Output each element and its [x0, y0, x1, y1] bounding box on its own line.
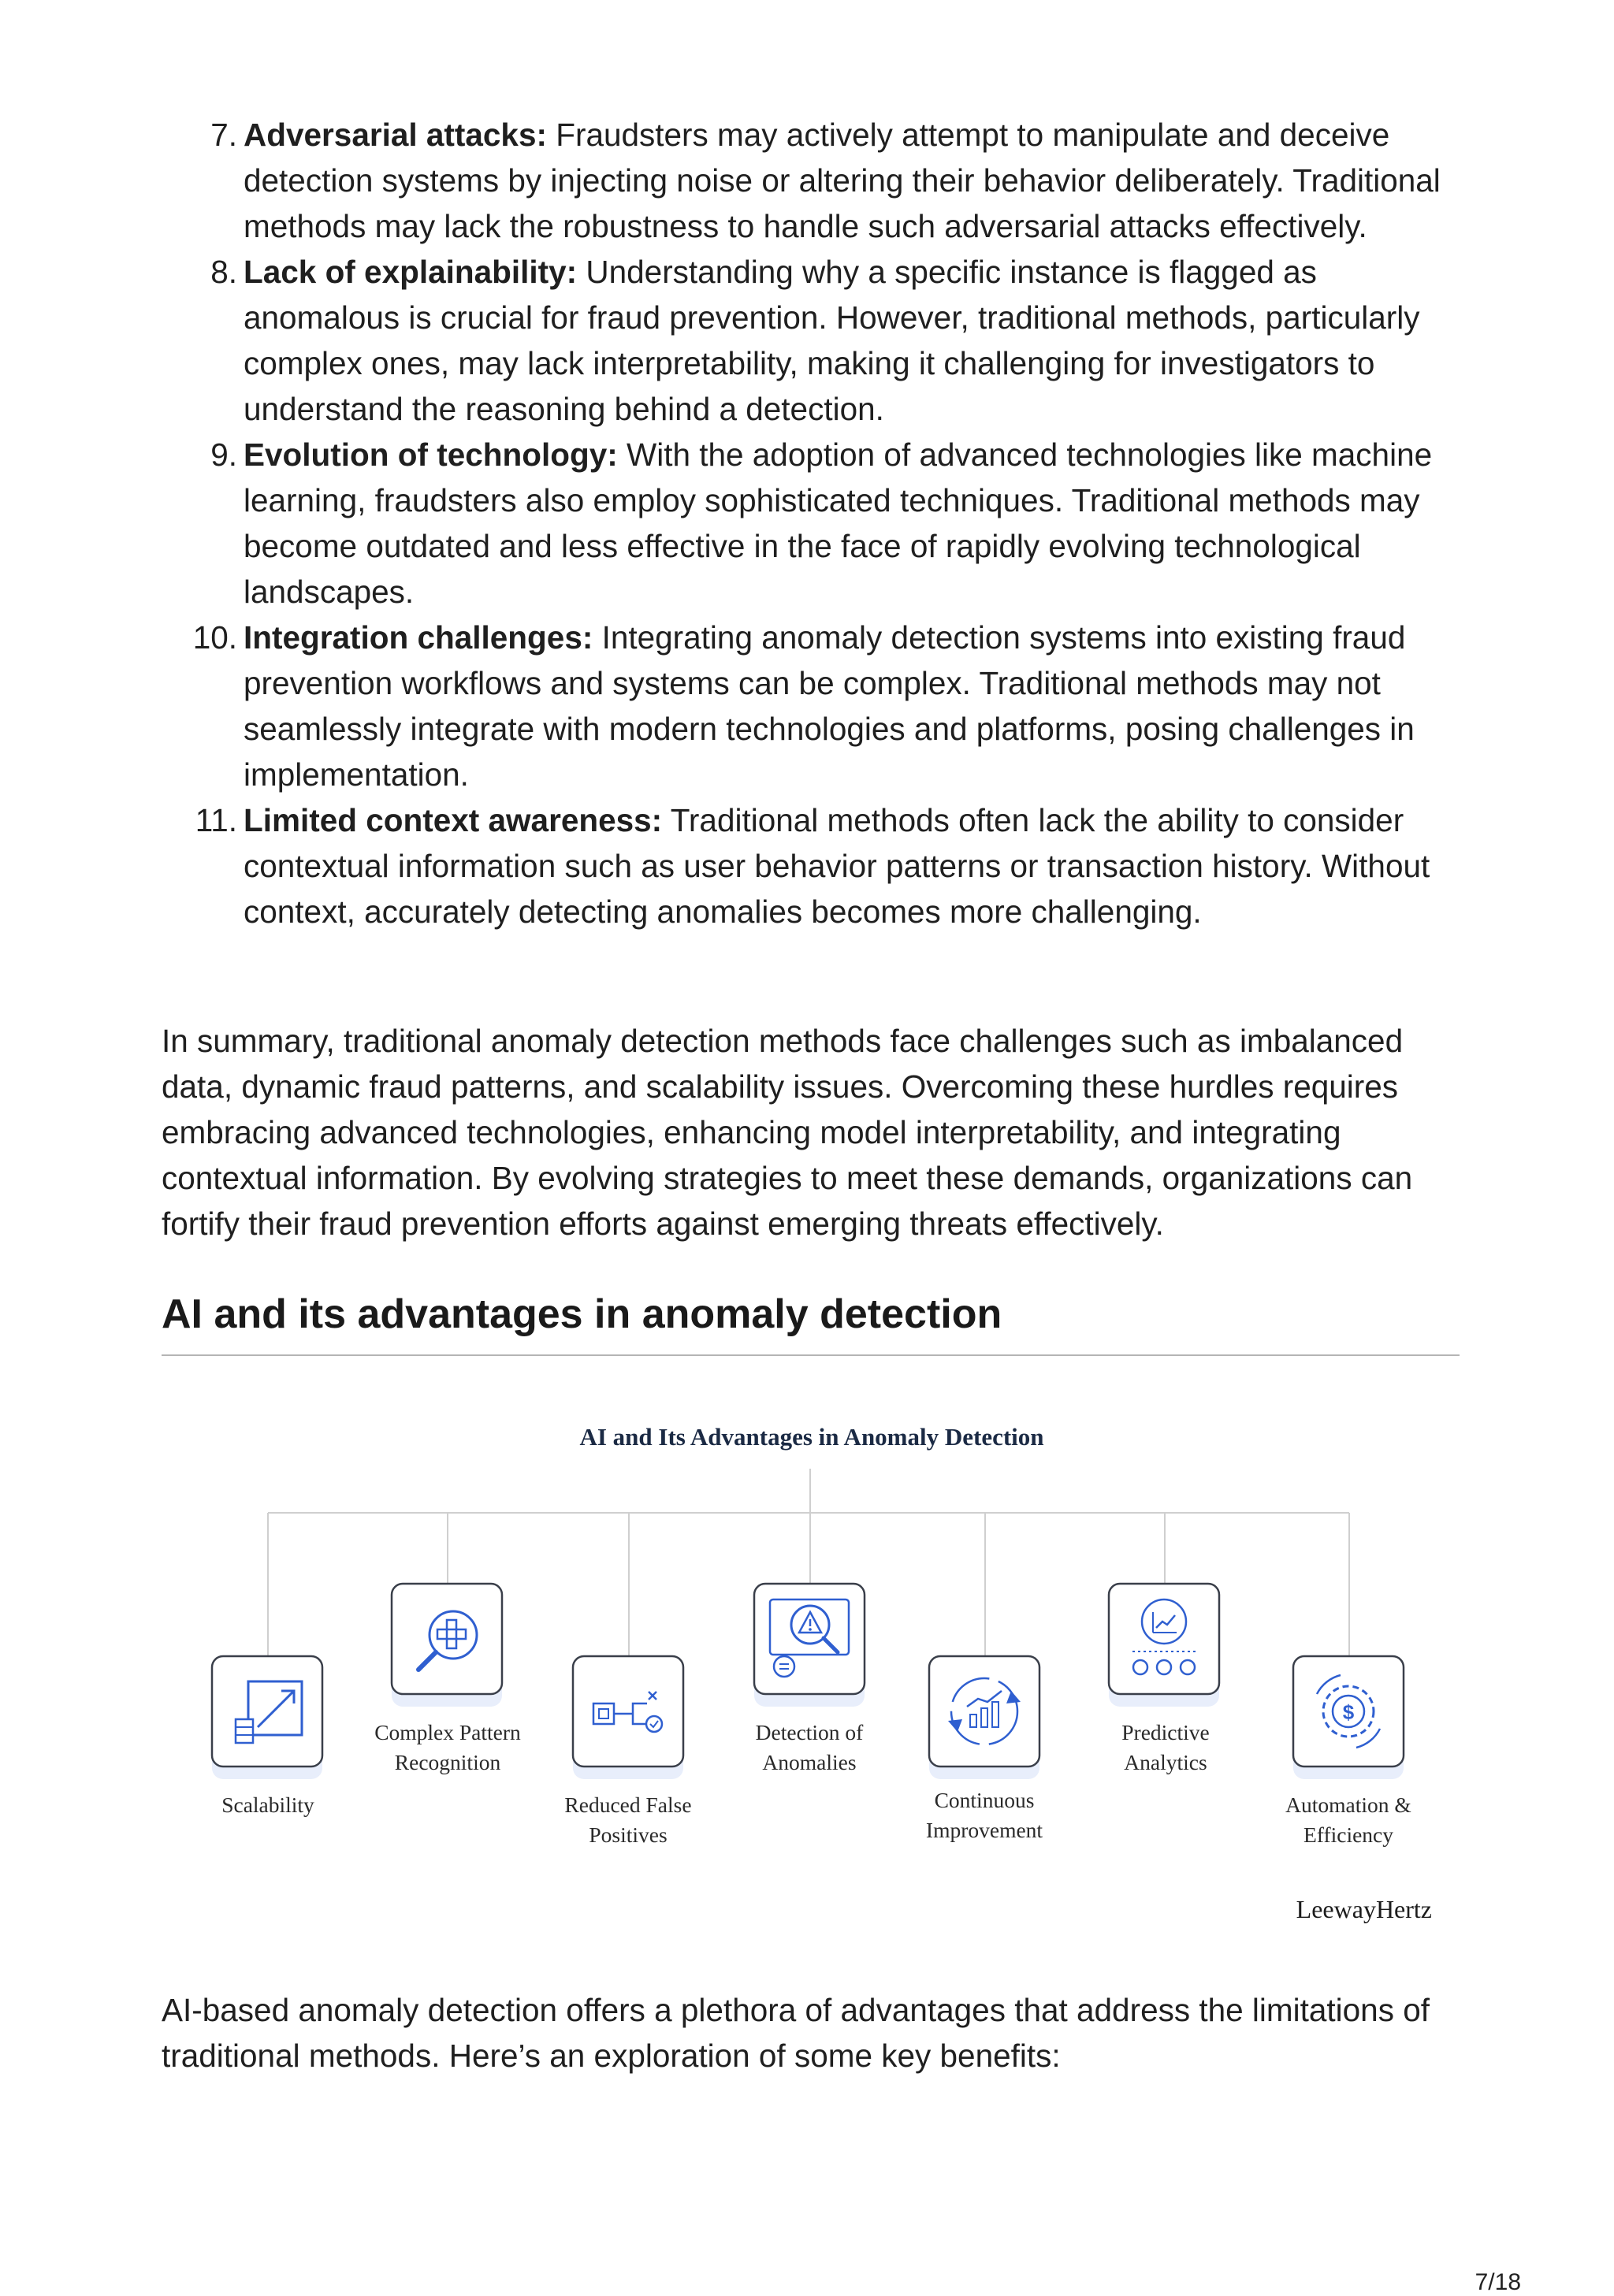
reduced-false-positives-icon	[573, 1656, 683, 1779]
list-number: 9.	[210, 437, 237, 473]
list-term: Lack of explainability:	[244, 254, 578, 290]
continuous-improvement-icon	[929, 1656, 1039, 1779]
node-label-automation-efficiency: Automation & Efficiency	[1285, 1793, 1411, 1847]
heading-divider	[162, 1354, 1460, 1356]
scalability-icon	[212, 1656, 322, 1779]
brand-label: LeewayHertz	[1296, 1895, 1432, 1923]
list-term: Adversarial attacks:	[244, 117, 547, 153]
challenges-list	[162, 112, 1470, 934]
list-item	[162, 432, 1470, 615]
diagram-title: AI and Its Advantages in Anomaly Detection	[579, 1423, 1044, 1451]
list-number: 10.	[192, 619, 237, 656]
list-item	[162, 112, 1470, 249]
node-label-predictive-analytics: Predictive Analytics	[1121, 1720, 1210, 1774]
list-number: 8.	[210, 254, 237, 290]
diagram-graphics	[162, 1410, 1462, 1954]
list-term: Limited context awareness:	[244, 802, 663, 838]
advantages-diagram	[162, 1410, 1462, 1954]
pattern-recognition-icon	[392, 1584, 502, 1707]
list-text: Integrating anomaly detection systems into existing fraud prevention workflows and systems can be complex. Traditional methods may not seamlessly integrate with modern technologies and platforms, posing challenges in implementation.	[244, 619, 1415, 793]
list-text: With the adoption of advanced technologies like machine learning, fraudsters also employ sophisticated techniques. Traditional methods may become outdated and less effective in the face of rapidly evolving technological landscapes.	[244, 437, 1433, 610]
summary-paragraph: In summary, traditional anomaly detection methods face challenges such as imbalanced data, dynamic fraud patterns, and scalability issues. Overcoming these hurdles requires embracing advanced technologies, enhancing model interpretability, and integrating contextual information. By evolving strategies to meet these demands, organizations can fortify their fraud prevention efforts against emerging threats effectively.	[162, 1023, 1413, 1242]
anomaly-detection-icon	[754, 1584, 865, 1707]
automation-icon	[1293, 1656, 1404, 1779]
node-label-pattern-recognition: Complex Pattern Recognition	[374, 1720, 521, 1774]
closing-paragraph: AI-based anomaly detection offers a plethora of advantages that address the limitations of traditional methods. Here’s an exploration of some key benefits:	[162, 1992, 1430, 2074]
node-label-detection-of-anomalies: Detection of Anomalies	[755, 1720, 864, 1774]
list-text: Traditional methods often lack the ability to consider contextual information such as user behavior patterns or transaction history. Without context, accurately detecting anomalies becomes more challenging.	[244, 802, 1430, 930]
list-item	[162, 797, 1470, 934]
page-number: 7/18	[1475, 2269, 1521, 2295]
section-heading: AI and its advantages in anomaly detection	[162, 1291, 1002, 1337]
list-number: 7.	[210, 117, 237, 153]
predictive-analytics-icon	[1109, 1584, 1219, 1707]
list-item	[162, 249, 1470, 432]
list-item	[162, 615, 1470, 797]
list-number: 11.	[195, 802, 237, 838]
list-term: Integration challenges:	[244, 619, 593, 656]
node-label-reduced-false-positives: Reduced False Positives	[564, 1793, 692, 1847]
node-label-continuous-improvement: Continuous Improvement	[925, 1788, 1043, 1842]
svg-text:$: $	[1342, 1700, 1355, 1724]
node-label-scalability: Scalability	[221, 1793, 314, 1817]
list-text: Fraudsters may actively attempt to manipulate and deceive detection systems by injecting noise or altering their behavior deliberately. Traditional methods may lack the robustness to handle such adversarial attacks effectively.	[244, 117, 1441, 244]
list-term: Evolution of technology:	[244, 437, 618, 473]
list-text: Understanding why a specific instance is flagged as anomalous is crucial for fraud prevention. However, traditional methods, particularly complex ones, may lack interpretability, making it challenging for investigators to understand the reasoning behind a detection.	[244, 254, 1420, 427]
